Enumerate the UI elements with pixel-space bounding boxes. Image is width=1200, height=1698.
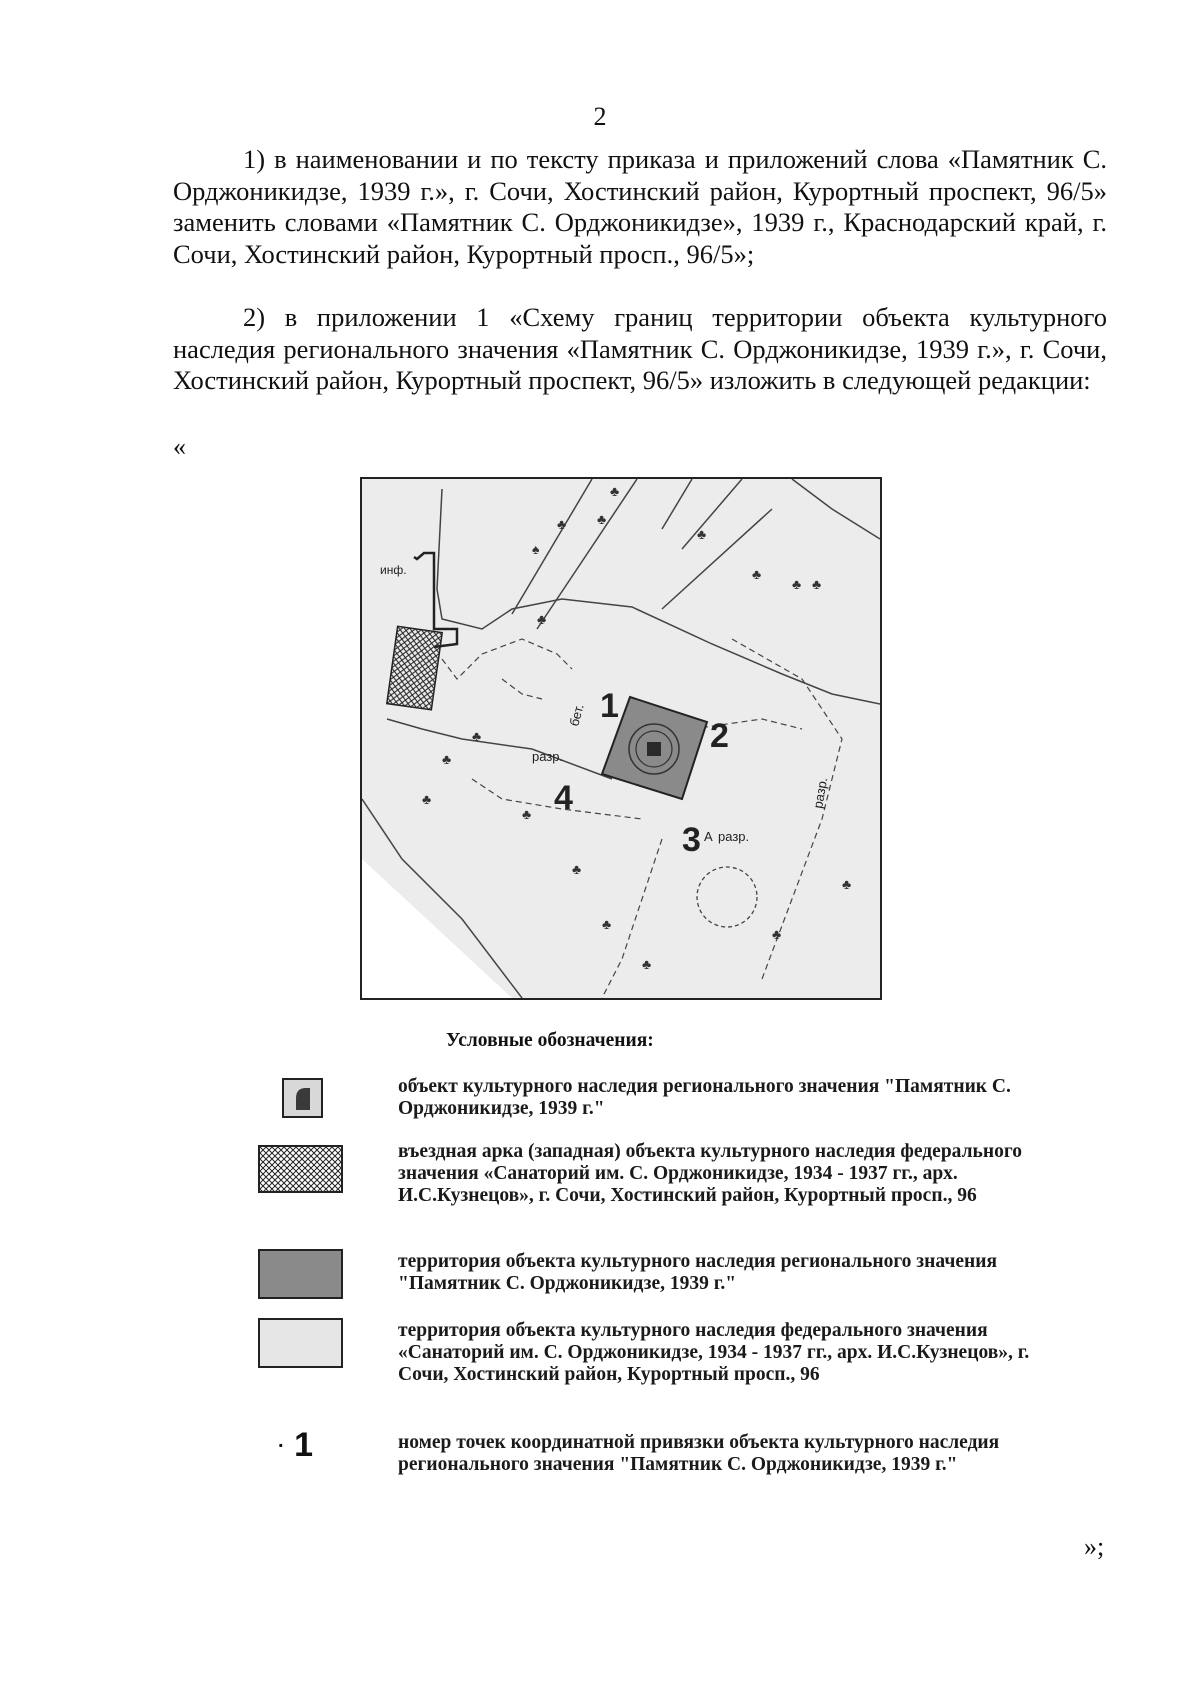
- svg-text:♣: ♣: [752, 566, 762, 582]
- light-grey-swatch: [258, 1318, 343, 1368]
- crosshatch-swatch: [258, 1145, 343, 1193]
- point-label-2: 2: [710, 717, 729, 755]
- svg-text:♣: ♣: [442, 751, 452, 767]
- point-number-value: 1: [294, 1426, 314, 1464]
- svg-text:♣: ♣: [597, 511, 607, 527]
- dark-grey-swatch: [258, 1249, 343, 1299]
- closing-quote: »;: [1084, 1532, 1105, 1561]
- label-bet: бет.: [566, 702, 587, 728]
- legend-item-federal-territory: [258, 1318, 1038, 1418]
- svg-text:♣: ♣: [602, 916, 612, 932]
- svg-text:♣: ♣: [422, 791, 432, 807]
- legend-text-regional-territory: территория объекта культурного наследия регионального значения "Памятник С. Орджоникидзе, 1939 г.": [398, 1251, 998, 1294]
- label-razr-2: разр.: [718, 829, 750, 844]
- label-razr-3: разр.: [810, 776, 831, 810]
- legend-item-monument: [258, 1072, 1038, 1132]
- svg-text:♣: ♣: [792, 576, 802, 592]
- legend-item-point-number: [258, 1426, 1038, 1500]
- point-label-4: 4: [554, 779, 573, 817]
- svg-text:♣: ♣: [812, 576, 822, 592]
- svg-text:♣: ♣: [537, 611, 547, 627]
- legend-text-point-number: номер точек координатной привязки объекта культурного наследия регионального значения "Памятник С. Орджоникидзе, 1939 г.": [398, 1432, 1000, 1475]
- page-number: 2: [593, 102, 607, 131]
- boundary-map: [360, 477, 882, 1000]
- paragraph-1-text: 1) в наименовании и по тексту приказа и приложений слова «Памятник С. Орджоникидзе, 1939 г.», г. Сочи, Хостинский район, Курортный проспект, 96/5» заменить словами «Памятник С. Орджоникидзе», 1939 г., Краснодарский край, г. Сочи, Хостинский район, Курортный просп., 96/5»;: [173, 144, 1107, 269]
- label-inf: инф.: [380, 563, 407, 577]
- label-razr-1: разр.: [532, 749, 564, 764]
- legend-item-regional-territory: [258, 1249, 1038, 1305]
- svg-text:♠: ♠: [532, 541, 540, 557]
- paragraph-2: [173, 302, 1107, 397]
- monument-icon: [282, 1078, 323, 1118]
- svg-text:♣: ♣: [557, 516, 567, 532]
- label-letter-a: А: [704, 829, 713, 844]
- svg-text:♣: ♣: [572, 861, 582, 877]
- svg-text:♣: ♣: [697, 526, 707, 542]
- svg-text:♣: ♣: [522, 806, 532, 822]
- legend-item-entrance-arch: [258, 1141, 1038, 1251]
- svg-text:♣: ♣: [772, 926, 782, 942]
- legend-text-monument: объект культурного наследия регионального значения "Памятник С. Орджоникидзе, 1939 г.": [398, 1076, 1011, 1119]
- paragraph-2-text: 2) в приложении 1 «Схему границ территории объекта культурного наследия регионального значения «Памятник С. Орджоникидзе, 1939 г.», г. Сочи, Хостинский район, Курортный проспект, 96/5» изложить в следующей редакции:: [173, 302, 1107, 395]
- legend-text-federal-territory: территория объекта культурного наследия федерального значения «Санаторий им. С. Орджоникидзе, 1934 - 1937 гг., арх. И.С.Кузнецов», г. Сочи, Хостинский район, Курортный просп., 96: [398, 1320, 1030, 1385]
- point-number-sample: · 1: [278, 1426, 314, 1464]
- legend-text-entrance-arch: въездная арка (западная) объекта культурного наследия федерального значения «Санаторий им. С. Орджоникидзе, 1934 - 1937 гг., арх. И.С.Кузнецов», г. Сочи, Хостинский район, Курортный просп., 96: [398, 1141, 1022, 1206]
- opening-quote: «: [173, 432, 186, 461]
- map-drawing: [362, 479, 880, 998]
- point-label-3: 3: [682, 821, 701, 859]
- legend-title: Условные обозначения:: [446, 1030, 654, 1051]
- svg-text:♣: ♣: [842, 876, 852, 892]
- svg-text:♣: ♣: [610, 483, 620, 499]
- paragraph-1: [173, 144, 1107, 270]
- svg-text:♣: ♣: [472, 728, 482, 744]
- monument-marker: [647, 742, 661, 756]
- svg-text:♣: ♣: [642, 956, 652, 972]
- point-label-1: 1: [600, 687, 619, 725]
